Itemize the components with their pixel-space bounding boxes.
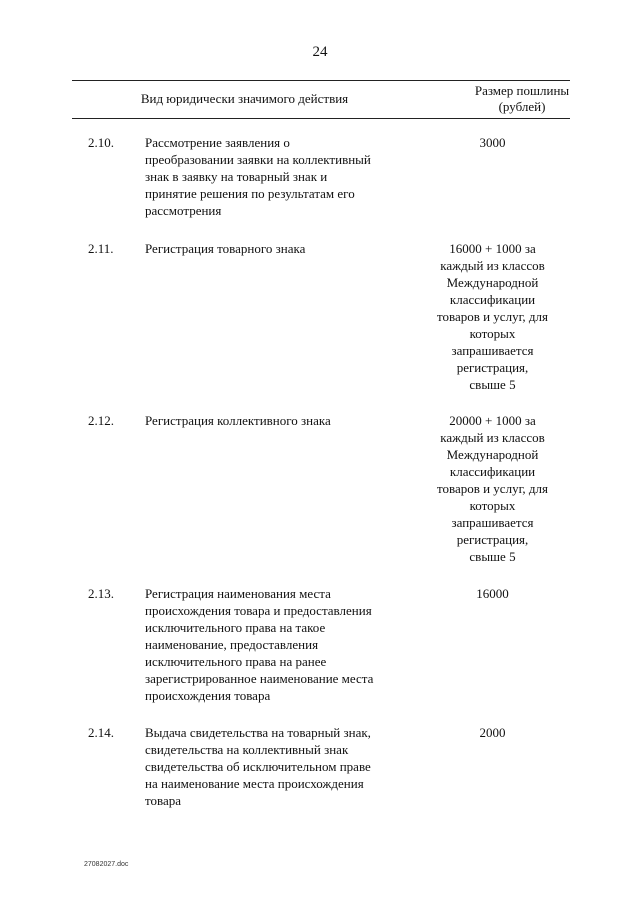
description-line: зарегистрированное наименование места — [145, 671, 374, 686]
description-line: рассмотрения — [145, 203, 222, 218]
row-description — [145, 724, 415, 809]
description-line: наименование, предоставления — [145, 637, 319, 652]
fee-line: регистрация, — [456, 360, 529, 375]
row-fee — [430, 585, 555, 602]
fee-line: классификации — [449, 292, 536, 307]
fee-line: запрашивается — [451, 515, 534, 530]
description-line: свидетельства на коллективный знак — [145, 742, 349, 757]
header-fee-column — [467, 83, 577, 115]
fee-line: 16000 — [476, 586, 509, 601]
row-fee — [430, 412, 555, 565]
fee-line: которых — [469, 498, 516, 513]
description-line: исключительного права на такое — [145, 620, 326, 635]
row-description — [145, 412, 415, 429]
description-line: Выдача свидетельства на товарный знак, — [145, 725, 371, 740]
row-description — [145, 585, 415, 704]
fee-line: 16000 + 1000 за — [449, 241, 536, 256]
header-action-column: Вид юридически значимого действия — [140, 91, 349, 106]
document-filename: 27082027.doc — [84, 861, 129, 868]
table-header — [72, 80, 570, 119]
row-fee — [430, 134, 555, 151]
fee-line: классификации — [449, 464, 536, 479]
description-line: на наименование места происхождения — [145, 776, 364, 791]
row-description — [145, 240, 415, 257]
fee-line: запрашивается — [451, 343, 534, 358]
description-line: преобразовании заявки на коллективный — [145, 152, 371, 167]
description-line: свидетельства об исключительном праве — [145, 759, 371, 774]
description-line: принятие решения по результатам его — [145, 186, 355, 201]
row-number: 2.12. — [88, 413, 114, 428]
page-number: 24 — [312, 44, 328, 60]
fee-line: 2000 — [479, 725, 506, 740]
fee-line: каждый из классов — [440, 430, 545, 445]
description-line: происхождения товара — [145, 688, 271, 703]
fee-line: товаров и услуг, для — [436, 481, 549, 496]
description-line: товара — [145, 793, 182, 808]
row-number: 2.13. — [88, 586, 114, 601]
fee-line: каждый из классов — [440, 258, 545, 273]
description-line: Регистрация товарного знака — [145, 241, 306, 256]
fee-line: 3000 — [479, 135, 506, 150]
description-line: происхождения товара и предоставления — [145, 603, 372, 618]
header-fee-line: Размер пошлины — [474, 83, 570, 98]
fee-line: товаров и услуг, для — [436, 309, 549, 324]
row-fee — [430, 240, 555, 393]
fee-line: Международной — [446, 275, 539, 290]
description-line: Регистрация коллективного знака — [145, 413, 331, 428]
header-fee-line: (рублей) — [498, 99, 546, 114]
row-description — [145, 134, 415, 219]
fee-line: регистрация, — [456, 532, 529, 547]
fee-line: 20000 + 1000 за — [449, 413, 536, 428]
description-line: знак в заявку на товарный знак и — [145, 169, 328, 184]
description-line: Регистрация наименования места — [145, 586, 331, 601]
row-number: 2.11. — [88, 241, 114, 256]
fee-line: Международной — [446, 447, 539, 462]
description-line: исключительного права на ранее — [145, 654, 327, 669]
row-fee — [430, 724, 555, 741]
fee-line: свыше 5 — [469, 549, 516, 564]
description-line: Рассмотрение заявления о — [145, 135, 290, 150]
fee-line: которых — [469, 326, 516, 341]
fee-line: свыше 5 — [469, 377, 516, 392]
row-number: 2.10. — [88, 135, 114, 150]
row-number: 2.14. — [88, 725, 114, 740]
